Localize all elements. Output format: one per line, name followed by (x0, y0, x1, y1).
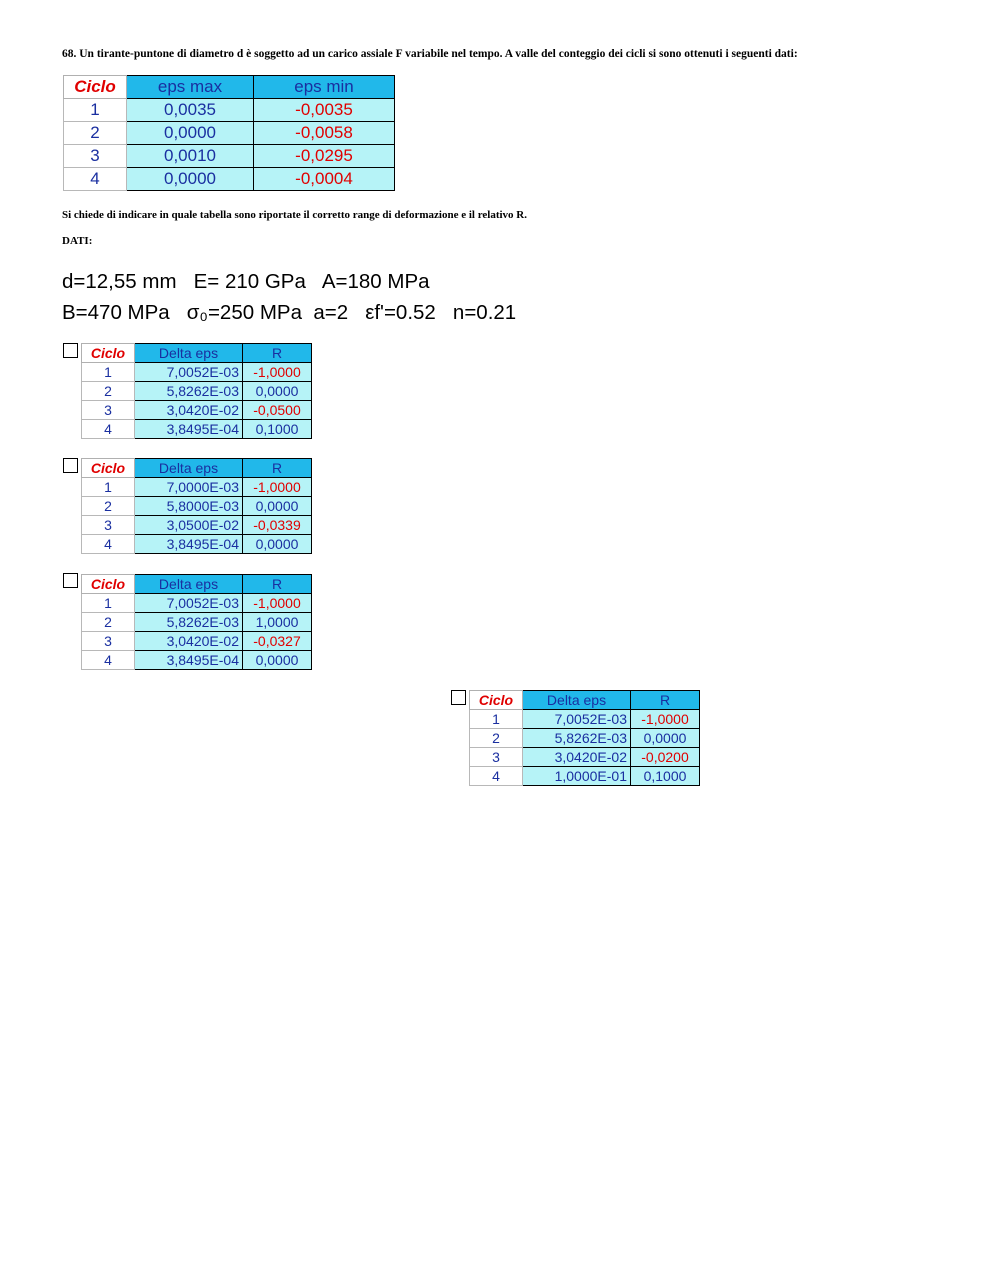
cell-r: 0,0000 (243, 497, 312, 516)
table-row (82, 420, 312, 439)
cell-delta-eps: 1,0000E-01 (523, 767, 631, 786)
table-row (82, 535, 312, 554)
header-r: R (243, 575, 312, 594)
question-text: 68. Un tirante-puntone di diametro d è soggetto ad un carico assiale F variabile nel tempo. A valle del conteggio dei cicli si sono ottenuti i seguenti dati: (62, 48, 798, 60)
cell-ciclo: 4 (82, 420, 135, 439)
cell-r: -0,0500 (243, 401, 312, 420)
cell-eps-max: 0,0035 (127, 99, 254, 122)
cell-eps-max: 0,0000 (127, 168, 254, 191)
cell-ciclo: 1 (82, 363, 135, 382)
cell-delta-eps: 7,0052E-03 (523, 710, 631, 729)
cell-ciclo: 1 (64, 99, 127, 122)
cell-delta-eps: 3,0420E-02 (523, 748, 631, 767)
cell-delta-eps: 5,8000E-03 (135, 497, 243, 516)
table-row (470, 767, 700, 786)
dati-line-1: d=12,55 mm E= 210 GPa A=180 MPa (62, 270, 430, 293)
table-row (64, 168, 395, 191)
cell-r: 0,0000 (243, 651, 312, 670)
cell-eps-max: 0,0000 (127, 122, 254, 145)
cell-ciclo: 4 (82, 651, 135, 670)
cell-ciclo: 2 (82, 613, 135, 632)
table-row (82, 401, 312, 420)
cell-r: -0,0339 (243, 516, 312, 535)
option-b-table (81, 458, 312, 554)
cell-r: 0,1000 (631, 767, 700, 786)
option-d-checkbox[interactable] (451, 690, 466, 705)
table-row (82, 363, 312, 382)
header-delta-eps: Delta eps (523, 691, 631, 710)
cell-delta-eps: 3,0500E-02 (135, 516, 243, 535)
cell-r: -1,0000 (631, 710, 700, 729)
cell-r: 0,1000 (243, 420, 312, 439)
header-delta-eps: Delta eps (135, 459, 243, 478)
table-row (82, 478, 312, 497)
cell-delta-eps: 3,0420E-02 (135, 401, 243, 420)
cell-r: 0,0000 (243, 382, 312, 401)
cell-delta-eps: 5,8262E-03 (523, 729, 631, 748)
cell-delta-eps: 7,0052E-03 (135, 363, 243, 382)
cell-r: -1,0000 (243, 363, 312, 382)
cell-delta-eps: 5,8262E-03 (135, 613, 243, 632)
table-row (82, 594, 312, 613)
cell-ciclo: 2 (82, 382, 135, 401)
cell-ciclo: 3 (470, 748, 523, 767)
header-ciclo: Ciclo (64, 76, 127, 99)
table-row (470, 729, 700, 748)
cell-eps-min: -0,0058 (254, 122, 395, 145)
cell-eps-max: 0,0010 (127, 145, 254, 168)
cell-ciclo: 3 (82, 632, 135, 651)
data-table (63, 75, 395, 191)
cell-ciclo: 4 (82, 535, 135, 554)
header-r: R (631, 691, 700, 710)
option-c-checkbox[interactable] (63, 573, 78, 588)
table-row (64, 122, 395, 145)
cell-r: -0,0327 (243, 632, 312, 651)
cell-delta-eps: 5,8262E-03 (135, 382, 243, 401)
table-row (82, 516, 312, 535)
cell-ciclo: 3 (82, 516, 135, 535)
cell-r: 1,0000 (243, 613, 312, 632)
cell-ciclo: 3 (64, 145, 127, 168)
instruction-text: Si chiede di indicare in quale tabella sono riportate il corretto range di deformazione e il relativo R. (62, 209, 528, 221)
dati-label: DATI: (62, 235, 93, 247)
header-eps-min: eps min (254, 76, 395, 99)
cell-r: -1,0000 (243, 594, 312, 613)
table-row (82, 632, 312, 651)
option-b-checkbox[interactable] (63, 458, 78, 473)
table-row (82, 382, 312, 401)
option-c-table (81, 574, 312, 670)
header-r: R (243, 344, 312, 363)
cell-eps-min: -0,0035 (254, 99, 395, 122)
cell-ciclo: 3 (82, 401, 135, 420)
cell-eps-min: -0,0295 (254, 145, 395, 168)
table-row (64, 99, 395, 122)
cell-ciclo: 2 (470, 729, 523, 748)
option-a-table (81, 343, 312, 439)
table-row (82, 613, 312, 632)
cell-delta-eps: 7,0052E-03 (135, 594, 243, 613)
cell-r: 0,0000 (243, 535, 312, 554)
header-ciclo: Ciclo (82, 344, 135, 363)
cell-ciclo: 1 (82, 478, 135, 497)
cell-delta-eps: 3,8495E-04 (135, 535, 243, 554)
cell-r: -0,0200 (631, 748, 700, 767)
table-row (82, 651, 312, 670)
cell-delta-eps: 3,0420E-02 (135, 632, 243, 651)
cell-ciclo: 1 (82, 594, 135, 613)
cell-ciclo: 4 (470, 767, 523, 786)
header-delta-eps: Delta eps (135, 344, 243, 363)
cell-delta-eps: 7,0000E-03 (135, 478, 243, 497)
cell-ciclo: 2 (64, 122, 127, 145)
header-ciclo: Ciclo (470, 691, 523, 710)
cell-ciclo: 2 (82, 497, 135, 516)
cell-ciclo: 1 (470, 710, 523, 729)
cell-r: 0,0000 (631, 729, 700, 748)
cell-eps-min: -0,0004 (254, 168, 395, 191)
cell-r: -1,0000 (243, 478, 312, 497)
table-row (470, 710, 700, 729)
header-r: R (243, 459, 312, 478)
table-row (64, 145, 395, 168)
table-row (82, 497, 312, 516)
header-eps-max: eps max (127, 76, 254, 99)
cell-ciclo: 4 (64, 168, 127, 191)
header-delta-eps: Delta eps (135, 575, 243, 594)
cell-delta-eps: 3,8495E-04 (135, 651, 243, 670)
dati-line-2: B=470 MPa σ₀=250 MPa a=2 εf'=0.52 n=0.21 (62, 301, 517, 324)
option-a-checkbox[interactable] (63, 343, 78, 358)
cell-delta-eps: 3,8495E-04 (135, 420, 243, 439)
header-ciclo: Ciclo (82, 575, 135, 594)
option-d-table (469, 690, 700, 786)
header-ciclo: Ciclo (82, 459, 135, 478)
table-row (470, 748, 700, 767)
